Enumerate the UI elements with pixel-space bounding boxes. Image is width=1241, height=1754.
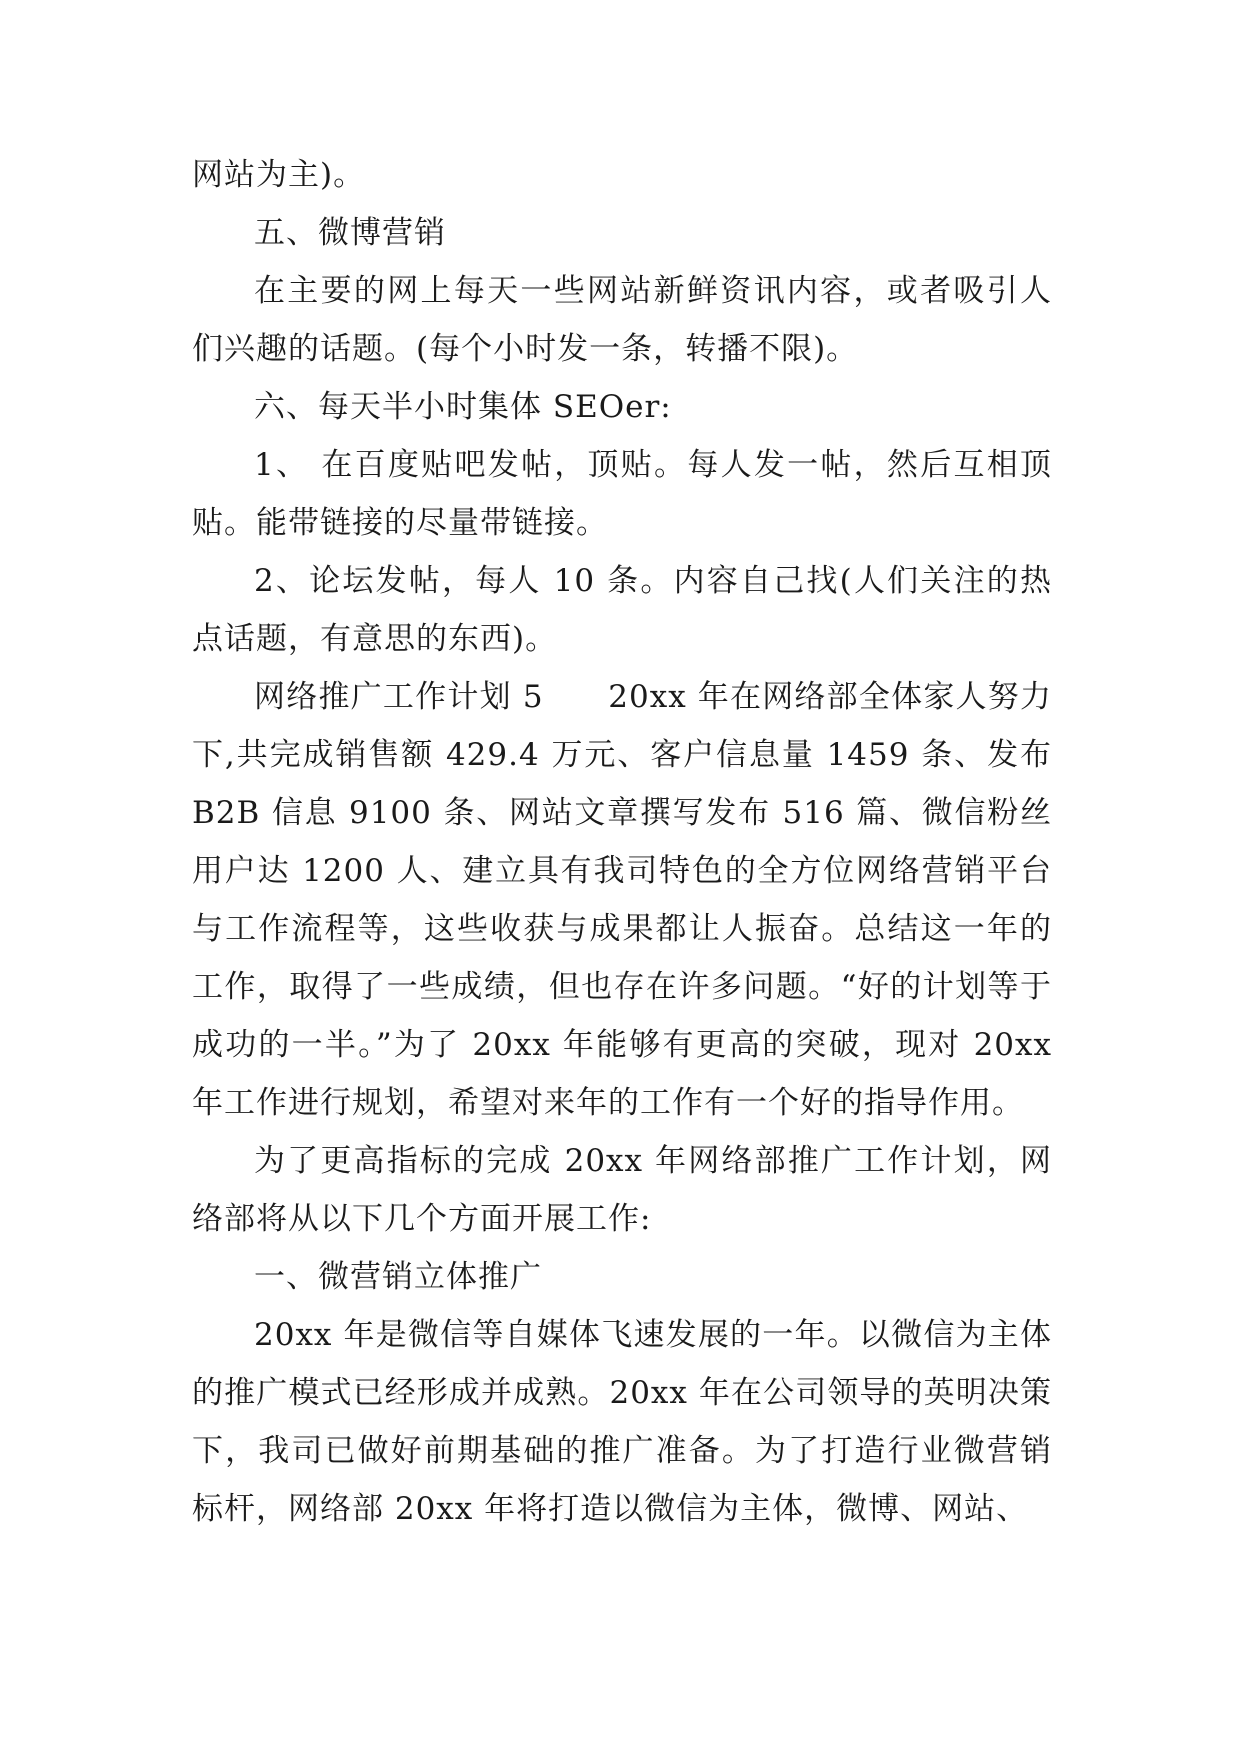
paragraph-1: 网站为主)。	[192, 157, 366, 193]
heading-weibo-marketing: 五、微博营销	[254, 215, 446, 251]
paragraph-10: 20xx 年是微信等自媒体飞速发展的一年。以微信为主体的推广模式已经形成并成熟。20xx 年在公司领导的英明决策下，我司已做好前期基础的推广准备。为了打造行业微营销标杆，网络部 20xx 年将打造以微信为主体，微博、网站、	[192, 1317, 1052, 1527]
list-item-2: 2、论坛发帖，每人 10 条。内容自己找(人们关注的热点话题，有意思的东西)。	[192, 563, 1052, 657]
document-body	[192, 146, 1052, 1538]
paragraph-3: 在主要的网上每天一些网站新鲜资讯内容，或者吸引人们兴趣的话题。(每个小时发一条，转播不限)。	[192, 273, 1052, 367]
heading-micro-marketing: 一、微营销立体推广	[254, 1259, 542, 1295]
list-item-1: 1、 在百度贴吧发帖，顶贴。每人发一帖，然后互相顶贴。能带链接的尽量带链接。	[192, 447, 1052, 541]
heading-daily-seo: 六、每天半小时集体 SEOer:	[254, 389, 672, 425]
paragraph-plan-5: 网络推广工作计划 5 20xx 年在网络部全体家人努力下,共完成销售额 429.4 万元、客户信息量 1459 条、发布 B2B 信息 9100 条、网站文章撰写发布 516 篇、微信粉丝用户达 1200 人、建立具有我司特色的全方位网络营销平台与工作流程等，这些收获与成果都让人振奋。总结这一年的工作，取得了一些成绩，但也存在许多问题。“好的计划等于成功的一半。”为了 20xx 年能够有更高的突破，现对 20xx 年工作进行规划，希望对来年的工作有一个好的指导作用。	[192, 679, 1052, 1121]
paragraph-8: 为了更高指标的完成 20xx 年网络部推广工作计划，网络部将从以下几个方面开展工作:	[192, 1143, 1052, 1237]
